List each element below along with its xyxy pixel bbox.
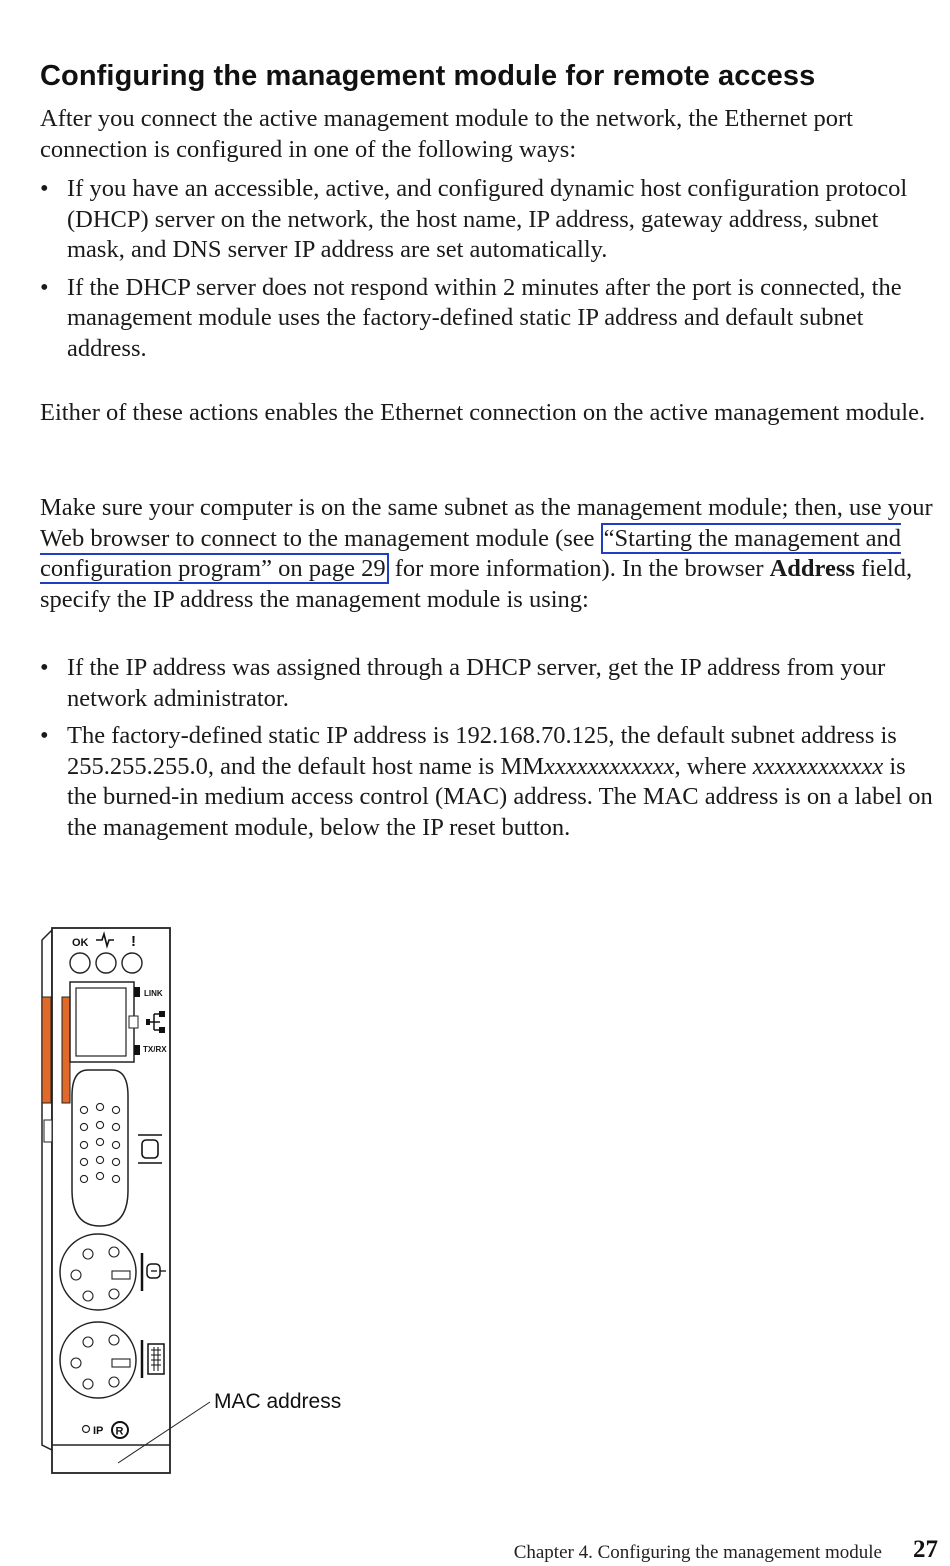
address-field-term: Address (769, 555, 855, 582)
make-sure-text-1: Make sure your computer is on the same subnet as the management module; then, use your Web browser to connect to the management module (see (40, 494, 933, 552)
intro-paragraph: After you connect the active management module to the network, the Ethernet port connection is configured in one of the following ways: (40, 105, 853, 163)
list-item: • If the DHCP server does not respond within 2 minutes after the port is connected, the management module uses the factory-defined static IP address and default subnet address. (40, 273, 935, 365)
ip-bullet-text-b: , where (674, 752, 753, 780)
fault-led-label: ! (131, 933, 136, 950)
reset-glyph: R (115, 1425, 124, 1438)
page-number: 27 (913, 1536, 938, 1563)
ip-reset-pinhole (83, 1426, 90, 1433)
mac-placeholder: xxxxxxxxxxxx (752, 752, 884, 780)
list-item (40, 721, 935, 843)
list-item: • If you have an accessible, active, and configured dynamic host configuration protocol (DHCP) server on the network, the host name, IP address, gateway address, subnet mask, and DNS server IP address are set automatically. (40, 174, 935, 266)
running-footer: Chapter 4. Configuring the management module (513, 1542, 882, 1563)
keyboard-icon (148, 1344, 164, 1374)
link-label: LINK (144, 989, 163, 998)
ip-bullet-text-a: The factory-defined static IP address is 192.168.70.125, the default subnet address is 255.255.255.0, and the default host name is MM (67, 722, 897, 780)
either-paragraph: Either of these actions enables the Ethernet connection on the active management module. (40, 399, 926, 426)
monitor-icon (142, 1140, 158, 1158)
mac-address-callout: MAC address (214, 1390, 342, 1413)
mac-placeholder: xxxxxxxxxxxx (544, 752, 675, 780)
make-sure-text-3: field, specify the IP address the management module is using: (40, 555, 913, 613)
ip-bullet-text-c: is the burned-in medium access control (MAC) address. The MAC address is on a label on the management module, below the IP reset button. (67, 752, 933, 841)
connection-ways-list (40, 174, 935, 371)
section-heading: Configuring the management module for remote access (40, 60, 816, 92)
txrx-label: TX/RX (143, 1045, 167, 1054)
starting-program-link[interactable]: “Starting the management and configuration program” on page 29 (40, 524, 901, 582)
ok-led (70, 953, 90, 973)
ip-address-list (40, 653, 935, 850)
list-item: • If the IP address was assigned through a DHCP server, get the IP address from your network administrator. (40, 653, 935, 714)
led-ok-label: OK (72, 937, 89, 949)
ip-label: IP (93, 1425, 104, 1437)
activity-led (96, 953, 116, 973)
fault-led (122, 953, 142, 973)
make-sure-paragraph (40, 493, 935, 615)
make-sure-text-2: for more information). In the browser (388, 555, 770, 582)
video-port (72, 1070, 128, 1226)
